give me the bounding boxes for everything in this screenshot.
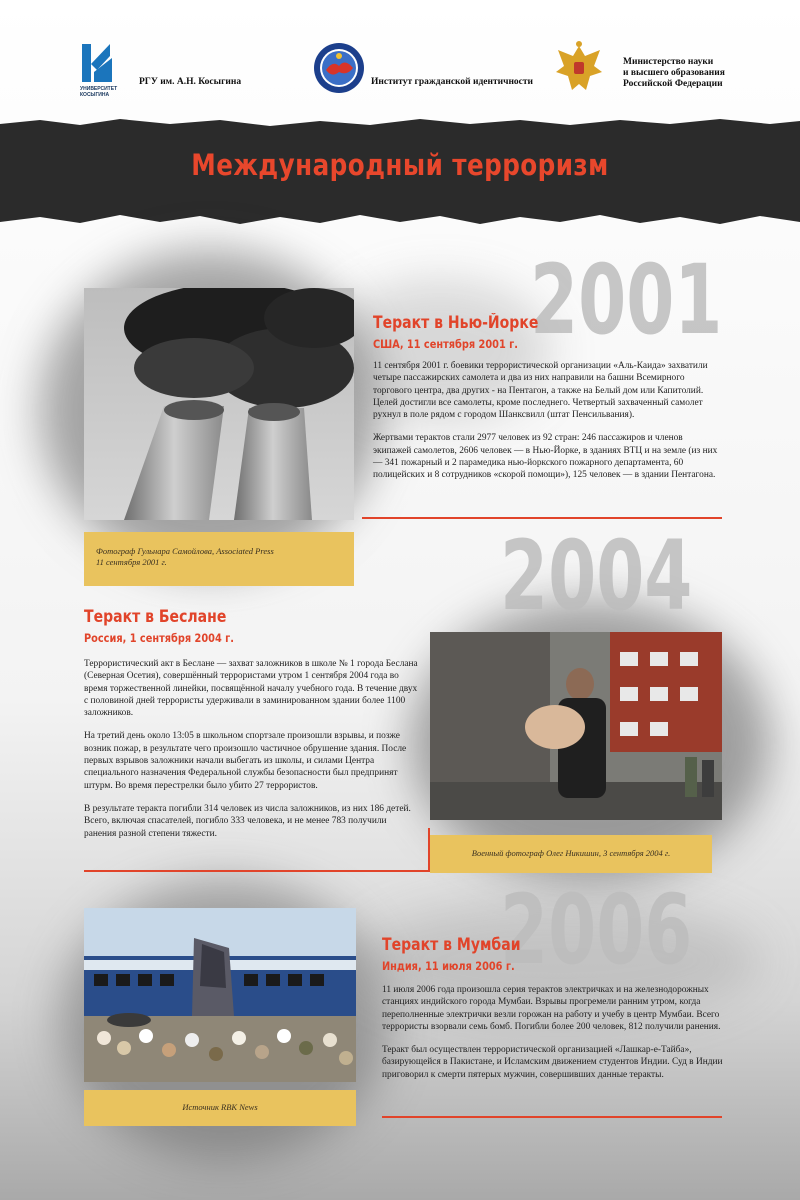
wtc-towers-photo [84, 288, 354, 520]
university-name: РГУ им. А.Н. Косыгина [139, 77, 242, 87]
section-title-newyork: Теракт в Нью-Йорке [373, 313, 539, 332]
section-body-newyork: 11 сентября 2001 г. боевики террористической организации «Аль-Каида» захватили четыре пассажирских самолета и два из них направили на башни Всемирного торгового центра, два других - на Пентагон, а также на Белый дом или Капитолий. Целей достигли все самолеты, кроме последнего. Четвертый захваченный самолет рухнул в поле рядом с городом Шанксвилл (штат Пенсильвания). Жертвами терактов стали 2977 человек из 92 стран: 246 пассажиров и членов экипажей самолетов, 2606 человек — в Нью-Йорке, в зданиях ВТЦ и на земле (из них — 341 пожарный и 2 парамедика нью-йоркского пожарного департамента, 60 полицейских и 8 сотрудников «скорой помощи»), 125 человек — в здании Пентагона. [373, 361, 718, 481]
year-2001: 2001 [530, 244, 723, 356]
section-divider [362, 517, 722, 519]
institute-emblem [313, 42, 365, 94]
photo-caption-2006: Источник RBK News [84, 1090, 356, 1126]
section-body-mumbai: 11 июля 2006 года произошла серия терактов электричках и на железнодорожных станциях индийского города Мумбаи. Взрывы прогремели ранним утром, когда переполненные электрички везли горожан на работу и учебу в центр Мумбаи. Всего террористы взорвали семь бомб. Погибли более 200 человек, 812 получили ранения. Теракт был осуществлен террористической организацией «Лашкар-е-Тайба», базирующейся в Пакистане, и Исламским движением студентов Индии. Суд в Индии приговорил к смерти пятерых мужчин, совершивших данные теракты. [382, 985, 723, 1080]
section-divider [428, 828, 430, 872]
section-subtitle-beslan: Россия, 1 сентября 2004 г. [84, 631, 234, 645]
year-2004: 2004 [500, 520, 693, 632]
section-subtitle-mumbai: Индия, 11 июля 2006 г. [382, 959, 515, 973]
institute-name: Институт гражданской идентичности [371, 77, 534, 87]
beslan-rescue-photo [430, 632, 722, 820]
section-body-beslan: Террористический акт в Беслане — захват заложников в школе № 1 города Беслана (Северная Осетия), совершённый террористами утром 1 сентября 2004 года во время торжественной линейки, посвящённой началу учебного года. В течение двух с половиной дней террористы удерживали в заминированном здании более 1100 заложников. На третий день около 13:05 в школьном спортзале произошли взрывы, и позже возник пожар, в результате чего произошло частичное обрушение здания. После первых взрывов заложники начали выбегать из школы, и силами Центра специального назначения Федеральной службы безопасности был предпринят штурм. Во время перестрелки было убито 27 террористов. В результате теракта погибли 314 человек из числа заложников, из них 186 детей. Всего, включая спасателей, погибло 333 человека, и не менее 783 получили ранения разной степени тяжести. [84, 659, 418, 839]
section-title-mumbai: Теракт в Мумбаи [382, 935, 521, 954]
photo-caption-2001: Фотограф Гульнара Самойлова, Associated Press 11 сентября 2001 г. [84, 532, 354, 586]
section-divider [84, 870, 430, 872]
section-title-beslan: Теракт в Беслане [84, 607, 227, 626]
photo-caption-2004: Военный фотограф Олег Никишин, 3 сентября 2004 г. [430, 835, 712, 873]
ministry-name: Министерство науки и высшего образования Российской Федерации [623, 57, 725, 89]
mumbai-train-photo [84, 908, 356, 1082]
logo-caption: УНИВЕРСИТЕТ КОСЫГИНА [80, 86, 118, 98]
section-subtitle-newyork: США, 11 сентября 2001 г. [373, 337, 518, 351]
year-2006: 2006 [500, 874, 693, 986]
section-divider [382, 1116, 722, 1118]
russian-coat-of-arms [554, 38, 604, 98]
page-title: Международный терроризм [191, 148, 609, 182]
